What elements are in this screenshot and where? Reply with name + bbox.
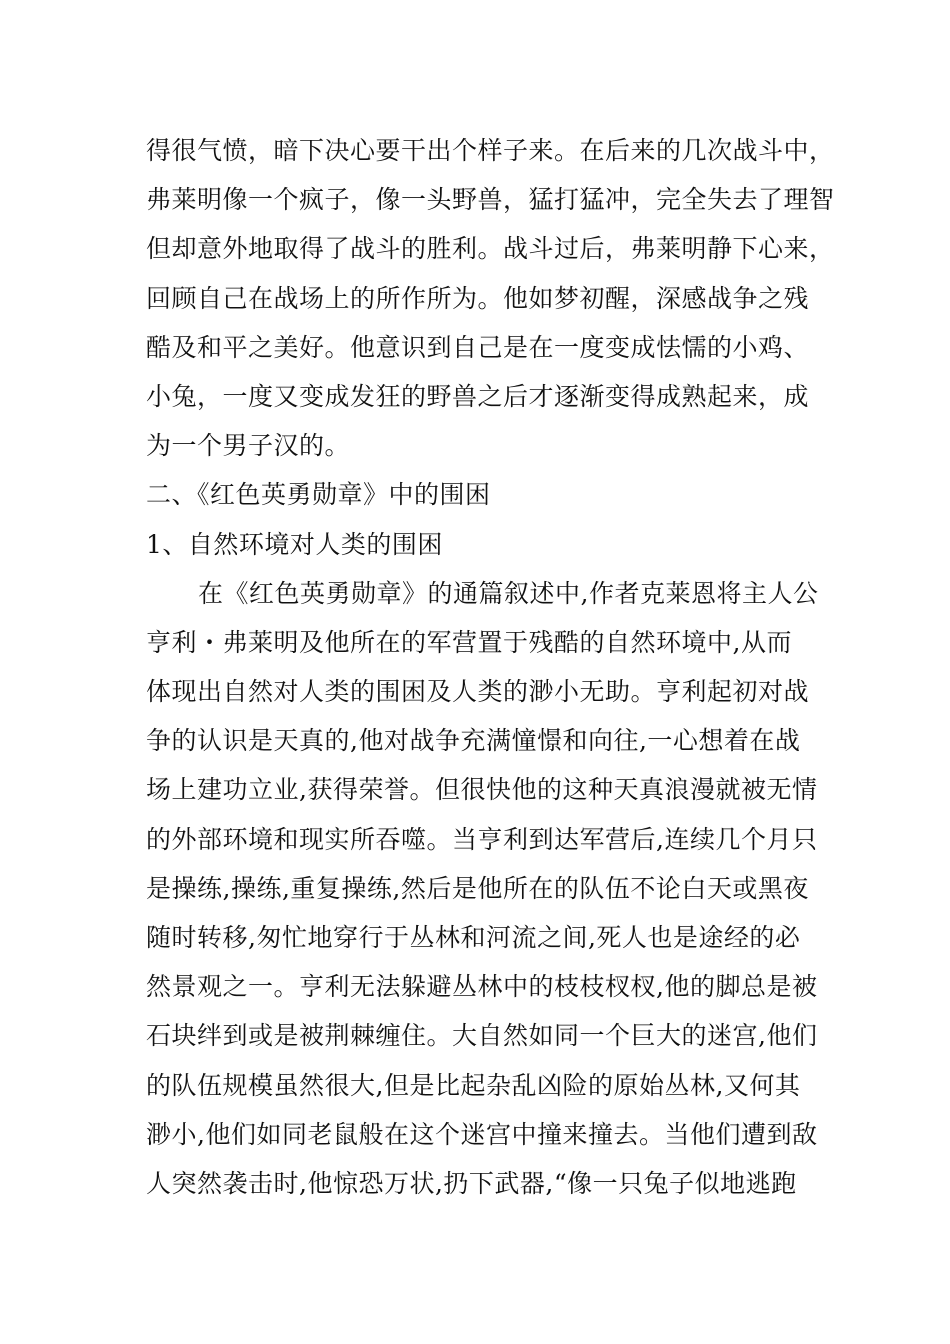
subsection-heading: 1、自然环境对人类的围困 xyxy=(146,529,443,559)
text-line: 的外部环境和现实所吞噬。当亨利到达军营后,连续几个月只 xyxy=(146,824,818,854)
section-heading: 二、《红色英勇勋章》中的围困 xyxy=(146,480,491,510)
text-line: 随时转移,匆忙地穿行于丛林和河流之间,死人也是途经的必 xyxy=(146,923,801,952)
text-line: 是操练,操练,重复操练,然后是他所在的队伍不论白天或黑夜 xyxy=(146,873,809,903)
text-line: 体现出自然对人类的围困及人类的渺小无助。亨利起初对战 xyxy=(146,677,810,707)
text-line: 弗莱明像一个疯子，像一头野兽，猛打猛冲，完全失去了理智 xyxy=(146,185,835,215)
text-line: 小兔，一度又变成发狂的野兽之后才逐渐变得成熟起来，成 xyxy=(146,381,810,411)
text-line: 得很气愤，暗下决心要干出个样子来。在后来的几次战斗中， xyxy=(146,136,835,165)
text-line: 回顾自己在战场上的所作所为。他如梦初醒，深感战争之残 xyxy=(146,283,810,313)
text-line: 为一个男子汉的。 xyxy=(146,431,351,461)
text-line: 但却意外地取得了战斗的胜利。战斗过后，弗莱明静下心来， xyxy=(146,234,835,264)
document-body xyxy=(146,126,835,1208)
text-line: 渺小,他们如同老鼠般在这个迷宫中撞来撞去。当他们遭到敌 xyxy=(146,1119,818,1149)
text-line: 场上建功立业,获得荣誉。但很快他的这种天真浪漫就被无情 xyxy=(146,775,818,805)
text-line: 石块绊到或是被荆棘缠住。大自然如同一个巨大的迷宫,他们 xyxy=(146,1021,818,1051)
text-line: 在《红色英勇勋章》的通篇叙述中,作者克莱恩将主人公 xyxy=(198,578,819,608)
text-line: 然景观之一。亨利无法躲避丛林中的枝枝杈杈,他的脚总是被 xyxy=(146,972,818,1002)
text-line: 亨利・弗莱明及他所在的军营置于残酷的自然环境中,从而 xyxy=(146,627,792,657)
paragraph-main xyxy=(146,569,819,1208)
paragraph-continued xyxy=(146,126,835,470)
text-line: 争的认识是天真的,他对战争充满憧憬和向往,一心想着在战 xyxy=(146,726,801,756)
text-line: 的队伍规模虽然很大,但是比起杂乱凶险的原始丛林,又何其 xyxy=(146,1070,801,1100)
text-line: 人突然袭击时,他惊恐万状,扔下武器,“像一只兔子似地逃跑 xyxy=(146,1168,797,1198)
text-line: 酷及和平之美好。他意识到自己是在一度变成怯懦的小鸡、 xyxy=(146,332,810,362)
